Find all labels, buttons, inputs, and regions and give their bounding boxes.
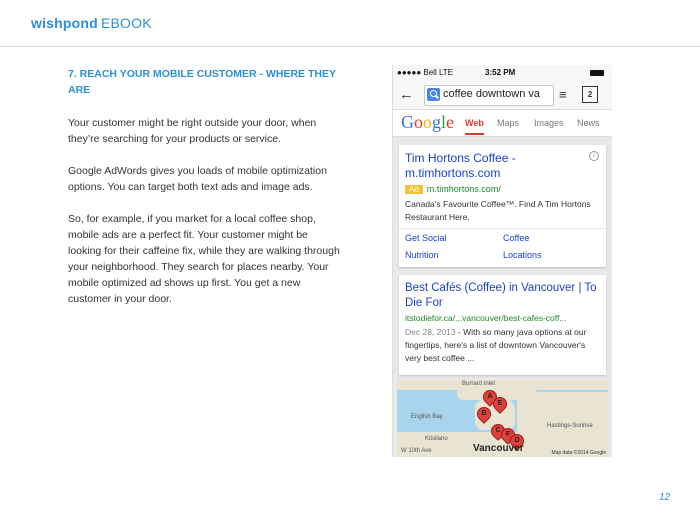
tabs-icon: 2 — [582, 86, 598, 103]
map-pin: F — [498, 425, 518, 445]
battery-icon — [590, 70, 604, 76]
tab-web: Web — [465, 118, 484, 135]
tab-news: News — [577, 118, 600, 128]
organic-snippet — [405, 326, 600, 365]
info-icon: i — [589, 151, 599, 161]
carrier-signal: ●●●●● Bell LTE — [397, 68, 454, 77]
google-logo: Google — [401, 112, 455, 132]
sitelink: Coffee — [503, 233, 530, 243]
ad-result-card — [399, 145, 606, 267]
section-content — [68, 66, 340, 323]
page-header — [0, 0, 700, 46]
brand-name: wishpond — [31, 15, 98, 31]
search-input — [424, 85, 554, 106]
organic-url: itstodiefor.ca/...vancouver/best-cafes-coff... — [405, 313, 567, 323]
organic-date: Dec 28, 2013 — [405, 327, 456, 337]
sitelink: Get Social — [405, 233, 447, 243]
section-heading: 7. REACH YOUR MOBILE CUSTOMER - WHERE THEY ARE — [68, 68, 336, 96]
phone-screenshot — [392, 65, 612, 457]
map-pin: B — [474, 404, 494, 424]
ad-badge: Ad — [405, 185, 423, 194]
map-label: Hastings-Sunrise — [547, 423, 593, 429]
paragraph: Google AdWords gives you loads of mobile optimization options. You can target both text ads and image ads. — [68, 165, 327, 193]
organic-result-card — [399, 275, 606, 375]
map-label: Kitsilano — [425, 436, 448, 442]
search-query: coffee downtown va — [443, 88, 541, 100]
sitelink: Locations — [503, 250, 542, 260]
sitelink: Nutrition — [405, 250, 439, 260]
map-label: W 10th Ave — [401, 448, 432, 454]
search-icon — [427, 88, 440, 101]
page-number: 12 — [659, 492, 671, 503]
ad-snippet: Canada's Favourite Coffee™. Find A Tim Hortons Restaurant Here. — [405, 199, 591, 222]
map-pin: E — [490, 394, 510, 414]
ad-url: m.timhortons.com/ — [426, 184, 501, 194]
brand-subtitle: EBOOK — [100, 15, 152, 31]
ad-url-line — [405, 184, 501, 194]
map-pin: A — [480, 387, 500, 407]
status-time: 3:52 PM — [485, 68, 516, 77]
ad-title: Tim Hortons Coffee - m.timhortons.com — [405, 151, 516, 180]
map-preview — [397, 380, 608, 457]
google-nav — [393, 110, 612, 137]
header-divider — [0, 46, 700, 47]
map-label: Burrard Inlet — [462, 381, 496, 387]
back-arrow-icon: ← — [399, 86, 414, 103]
map-pin: D — [507, 431, 527, 451]
paragraph: So, for example, if you market for a local coffee shop, mobile ads are a perfect fit. Your customer might be looking for their caffeine fix, while they are walking through your neighborhood. They search for places nearby. Your mobile optimized ad shows up first. You get a new customer in your door. — [68, 213, 340, 305]
paragraph: Your customer might be right outside your door, when they’re searching for your products or service. — [68, 117, 317, 145]
organic-snippet-text: - With so many java options at our fingertips, here's a list of downtown Vancouver's very best coffee ... — [405, 327, 587, 363]
map-credit: Map data ©2014 Google — [551, 450, 606, 456]
brand-logo — [31, 15, 152, 31]
status-bar — [393, 65, 612, 81]
organic-title: Best Cafés (Coffee) in Vancouver | To Die For — [405, 282, 597, 309]
map-label: English Bay — [411, 414, 443, 420]
search-bar — [393, 81, 612, 110]
sitelinks — [399, 228, 606, 260]
tab-images: Images — [534, 118, 564, 128]
tab-maps: Maps — [497, 118, 520, 128]
map-city-label: Vancouver — [473, 443, 524, 454]
map-pin: C — [488, 421, 508, 441]
menu-icon: ≡ — [559, 87, 567, 102]
